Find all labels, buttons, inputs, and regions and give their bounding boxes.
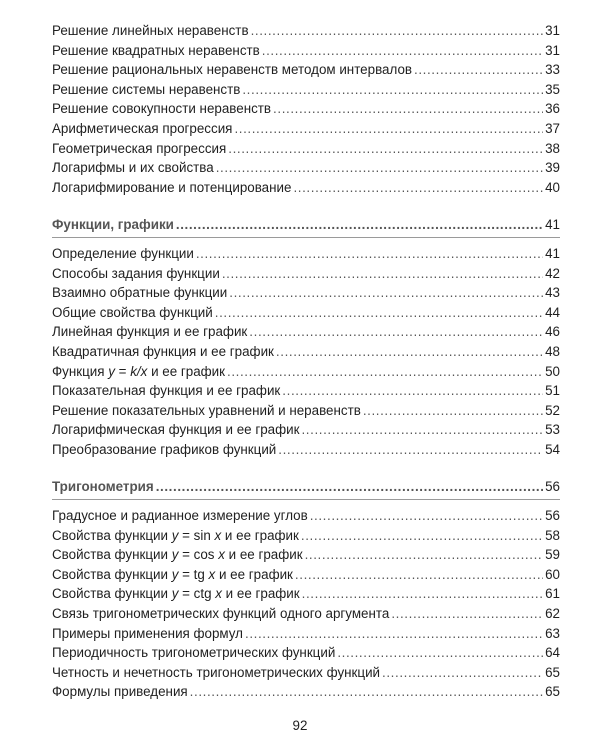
toc-entry-title: Решение рациональных неравенств методом интервалов [52, 62, 413, 78]
section-spacer [52, 459, 560, 477]
leader-dots [156, 477, 543, 497]
toc-entry[interactable] [52, 381, 560, 401]
toc-entry[interactable] [52, 420, 560, 440]
toc-entry-title: Решение квадратных неравенств [52, 42, 260, 58]
toc-entry[interactable] [52, 643, 560, 663]
toc-entry-page: 61 [545, 586, 560, 602]
leader-dots [196, 244, 543, 264]
leader-dots [282, 381, 543, 401]
toc-entry-page: 41 [545, 245, 560, 261]
toc-entry-page: 53 [545, 422, 560, 438]
toc-entry-title: Свойства функции y = cos x и ее график [52, 547, 303, 563]
leader-dots [228, 139, 543, 159]
toc-entry-title: Геометрическая прогрессия [52, 140, 227, 156]
toc-entry-title: Периодичность тригонометрических функций [52, 645, 336, 661]
toc-entry[interactable] [52, 60, 560, 80]
toc-entry-title: Способы задания функции [52, 265, 220, 281]
leader-dots [276, 342, 543, 362]
toc-entry-page: 36 [545, 101, 560, 117]
toc-entry-title: Общие свойства функций [52, 304, 213, 320]
leader-dots [363, 401, 543, 421]
toc-entry[interactable] [52, 342, 560, 362]
toc-entry-page: 59 [545, 547, 560, 563]
toc-entry[interactable] [52, 139, 560, 159]
toc-entry-page: 65 [545, 664, 560, 680]
leader-dots [176, 215, 543, 235]
toc-entry-page: 51 [545, 383, 560, 399]
toc-entry[interactable] [52, 506, 560, 526]
leader-dots [414, 60, 543, 80]
leader-dots [337, 643, 543, 663]
toc-entry-title: Функция y = k/x и ее график [52, 363, 226, 379]
toc-entry-page: 33 [545, 62, 560, 78]
leader-dots [234, 119, 543, 139]
leader-dots [215, 303, 543, 323]
toc-entry-title: Линейная функция и ее график [52, 324, 248, 340]
toc-entry-page: 42 [545, 265, 560, 281]
toc-entry-page: 63 [545, 625, 560, 641]
toc-entry-page: 40 [545, 179, 560, 195]
toc-entry[interactable] [52, 682, 560, 702]
toc-entry-page: 64 [545, 645, 560, 661]
leader-dots [301, 526, 543, 546]
toc-entry[interactable] [52, 401, 560, 421]
toc-entry-title: Логарифмическая функция и ее график [52, 422, 300, 438]
toc-entry[interactable] [52, 80, 560, 100]
toc-entry-title: Преобразование графиков функций [52, 441, 277, 457]
toc-entry[interactable] [52, 178, 560, 198]
toc-entry-title: Взаимно обратные функции [52, 285, 228, 301]
toc-entry-page: 65 [545, 684, 560, 700]
toc-entry[interactable] [52, 119, 560, 139]
toc-entry[interactable] [52, 440, 560, 460]
toc-entry-title: Примеры применения формул [52, 625, 243, 641]
leader-dots [245, 624, 543, 644]
toc-entry-title: Градусное и радианное измерение углов [52, 508, 308, 524]
leader-dots [293, 178, 543, 198]
toc-entry-page: 43 [545, 285, 560, 301]
section-title: Функции, графики [52, 217, 174, 233]
toc-entry-page: 44 [545, 304, 560, 320]
leader-dots [273, 99, 543, 119]
section-divider [52, 499, 560, 500]
toc-entry-title: Показательная функция и ее график [52, 383, 281, 399]
leader-dots [391, 604, 543, 624]
section-divider [52, 237, 560, 238]
leader-dots [222, 264, 543, 284]
leader-dots [242, 80, 543, 100]
toc-section-heading[interactable] [52, 215, 560, 235]
toc-entry-title: Логарифмирование и потенцирование [52, 179, 292, 195]
leader-dots [227, 362, 543, 382]
toc-entry-page: 31 [545, 23, 560, 38]
toc-entry-title: Решение линейных неравенств [52, 23, 249, 38]
toc-entry-title: Связь тригонометрических функций одного аргумента [52, 606, 390, 622]
toc-entry-title: Формулы приведения [52, 684, 188, 700]
leader-dots [251, 21, 544, 41]
toc-entry[interactable] [52, 41, 560, 61]
toc-entry-page: 31 [545, 42, 560, 58]
toc-entry[interactable] [52, 158, 560, 178]
toc-entry-page: 48 [545, 343, 560, 359]
toc-entry[interactable] [52, 545, 560, 565]
toc-entry-title: Логарифмы и их свойства [52, 160, 214, 176]
toc-entry-title: Определение функции [52, 245, 194, 261]
section-page: 56 [545, 479, 560, 495]
leader-dots [249, 322, 543, 342]
toc-entry[interactable] [52, 303, 560, 323]
toc-entry-page: 54 [545, 441, 560, 457]
toc-entry-title: Четность и нечетность тригонометрических функций [52, 664, 381, 680]
toc-entry-page: 39 [545, 160, 560, 176]
section-spacer [52, 197, 560, 215]
toc-entry[interactable] [52, 99, 560, 119]
toc-entry-page: 46 [545, 324, 560, 340]
toc-entry-page: 37 [545, 120, 560, 136]
toc-entry-title: Решение системы неравенств [52, 81, 241, 97]
leader-dots [190, 682, 543, 702]
toc-entry-title: Свойства функции y = sin x и ее график [52, 527, 299, 543]
toc-entry-page: 35 [545, 81, 560, 97]
toc-entry-page: 62 [545, 606, 560, 622]
toc-entry-page: 56 [545, 508, 560, 524]
toc-entry[interactable] [52, 322, 560, 342]
leader-dots [382, 663, 543, 683]
toc-entry-title: Решение показательных уравнений и неравенств [52, 402, 361, 418]
leader-dots [262, 41, 543, 61]
toc-entry-page: 52 [545, 402, 560, 418]
toc-entry-page: 38 [545, 140, 560, 156]
toc-entry[interactable] [52, 565, 560, 585]
toc-entry[interactable] [52, 584, 560, 604]
toc-entry-title: Свойства функции y = ctg x и ее график [52, 586, 300, 602]
leader-dots [295, 565, 543, 585]
toc-entry-page: 58 [545, 527, 560, 543]
toc-entry[interactable] [52, 264, 560, 284]
toc-entry[interactable] [52, 362, 560, 382]
toc-entry-title: Свойства функции y = tg x и ее график [52, 566, 293, 582]
toc-entry-title: Арифметическая прогрессия [52, 120, 233, 136]
toc-entry-title: Квадратичная функция и ее график [52, 343, 274, 359]
section-title: Тригонометрия [52, 479, 154, 495]
section-page: 41 [545, 217, 560, 233]
leader-dots [310, 506, 543, 526]
toc-entry-page: 50 [545, 363, 560, 379]
leader-dots [278, 440, 543, 460]
leader-dots [301, 420, 543, 440]
toc-entry[interactable] [52, 21, 560, 41]
toc-entry[interactable] [52, 663, 560, 683]
toc-entry-page: 60 [545, 566, 560, 582]
leader-dots [216, 158, 543, 178]
toc-entry[interactable] [52, 244, 560, 264]
toc-section-heading[interactable] [52, 477, 560, 497]
leader-dots [229, 283, 543, 303]
toc-entry-title: Решение совокупности неравенств [52, 101, 272, 117]
table-of-contents [52, 21, 560, 702]
leader-dots [302, 584, 543, 604]
page-number: 92 [292, 718, 308, 733]
toc-entry[interactable] [52, 283, 560, 303]
toc-entry[interactable] [52, 604, 560, 624]
toc-entry[interactable] [52, 526, 560, 546]
leader-dots [305, 545, 544, 565]
toc-entry[interactable] [52, 624, 560, 644]
